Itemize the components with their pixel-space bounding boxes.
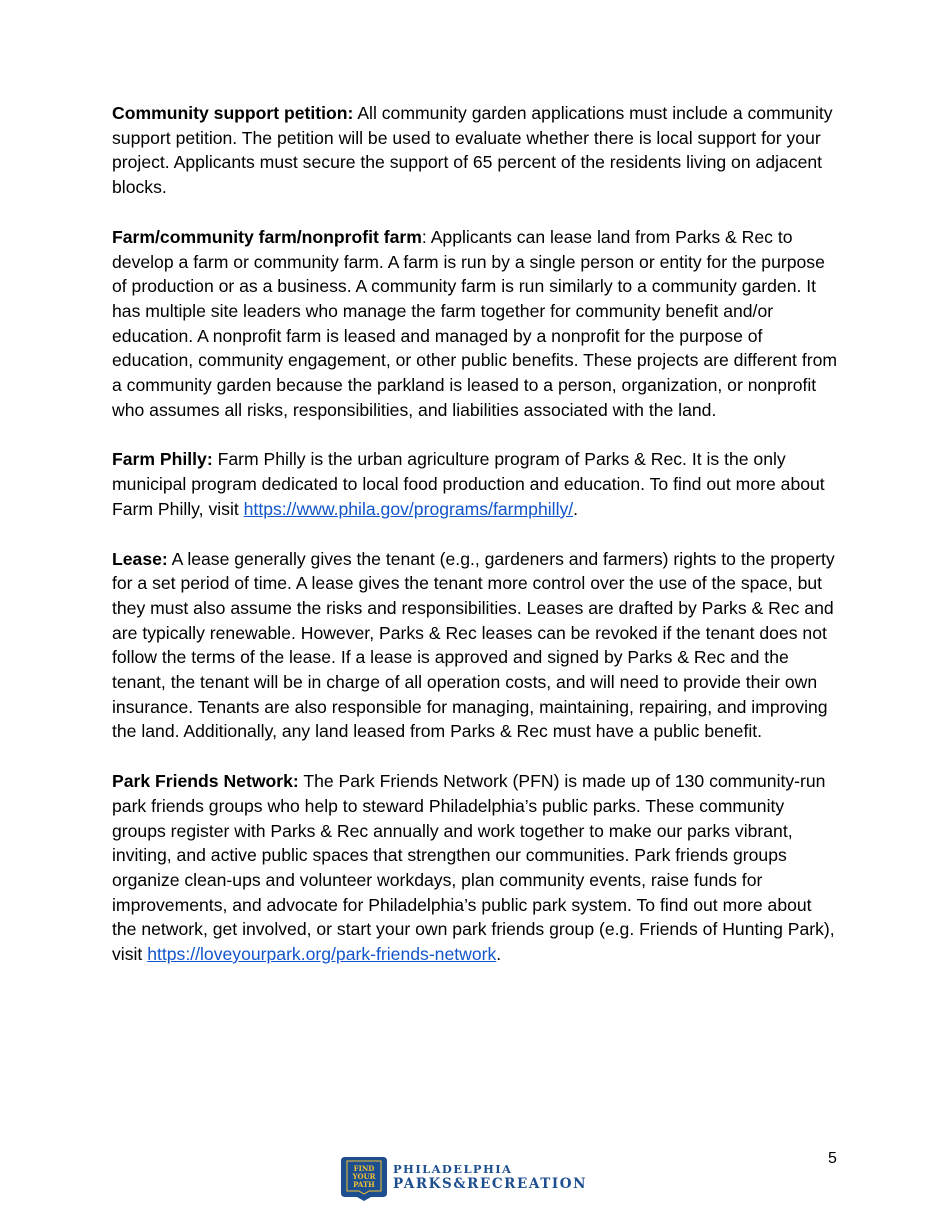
badge-line-your: YOUR [352,1172,376,1181]
paragraph-community-support-petition [112,101,840,200]
term-community-support-petition: Community support petition: [112,103,354,123]
park-friends-period: . [496,944,502,965]
badge-line-find: FIND [353,1164,375,1173]
definition-community-support-petition: All community garden applications must include a community support petition. The petition will be used to evaluate whether there is local support for your project. Applicants must secure the support of 65 percent of the residents living on adjacent blocks. [112,103,833,198]
document-body [112,101,840,992]
paragraph-lease [112,547,840,745]
term-park-friends-network: Park Friends Network: [112,771,299,792]
philadelphia-parks-recreation-logo [341,1153,613,1201]
logo-wordmark [393,1163,587,1192]
farm-philly-link[interactable]: https://www.phila.gov/programs/farmphilly/ [243,498,574,519]
term-farm: Farm/community farm/nonprofit farm [112,226,422,247]
page-number: 5 [828,1150,837,1167]
logo-line-parks-recreation: PARKS&RECREATION [393,1176,588,1192]
term-lease: Lease: [112,548,168,569]
find-your-path-badge-icon [341,1153,387,1201]
logo-line-philadelphia: PHILADELPHIA [393,1162,513,1176]
farm-philly-period: . [573,498,579,519]
paragraph-farm [112,225,840,423]
paragraph-farm-philly [112,447,840,521]
term-farm-philly: Farm Philly: [112,449,213,470]
badge-line-path: PATH [353,1180,375,1189]
definition-farm-philly: Farm Philly is the urban agriculture program of Parks & Rec. It is the only municipal program dedicated to local food production and education. To find out more about Farm Philly, visit [112,449,825,519]
definition-farm: : Applicants can lease land from Parks & Rec to develop a farm or community farm. A farm is run by a single person or entity for the purpose of production or as a business. A community farm is run similarly to a community garden. It has multiple site leaders who manage the farm together for community benefit and/or education. A nonprofit farm is leased and managed by a nonprofit for the purpose of education, community engagement, or other public benefits. These projects are different from a community garden because the parkland is leased to a person, organization, or nonprofit who assumes all risks, responsibilities, and liabilities associated with the land. [112,226,838,420]
definition-lease: A lease generally gives the tenant (e.g., gardeners and farmers) rights to the property for a set period of time. A lease gives the tenant more control over the use of the space, but they must also assume the risks and responsibilities. Leases are drafted by Parks & Rec and are typically renewable. However, Parks & Rec leases can be revoked if the tenant does not follow the terms of the lease. If a lease is approved and signed by Parks & Rec and the tenant, the tenant will be in charge of all operation costs, and will need to provide their own insurance. Tenants are also responsible for managing, maintaining, repairing, and improving the land. Additionally, any land leased from Parks & Rec must have a public benefit. [112,548,835,742]
park-friends-network-link[interactable]: https://loveyourpark.org/park-friends-network [147,944,497,965]
definition-park-friends-network: The Park Friends Network (PFN) is made up of 130 community-run park friends groups who help to steward Philadelphia’s public parks. These community groups register with Parks & Rec annually and work together to make our parks vibrant, inviting, and active public spaces that strengthen our communities. Park friends groups organize clean-ups and volunteer workdays, plan community events, raise funds for improvements, and advocate for Philadelphia’s public park system. To find out more about the network, get involved, or start your own park friends group (e.g. Friends of Hunting Park), visit [112,771,835,965]
paragraph-park-friends-network [112,769,840,967]
